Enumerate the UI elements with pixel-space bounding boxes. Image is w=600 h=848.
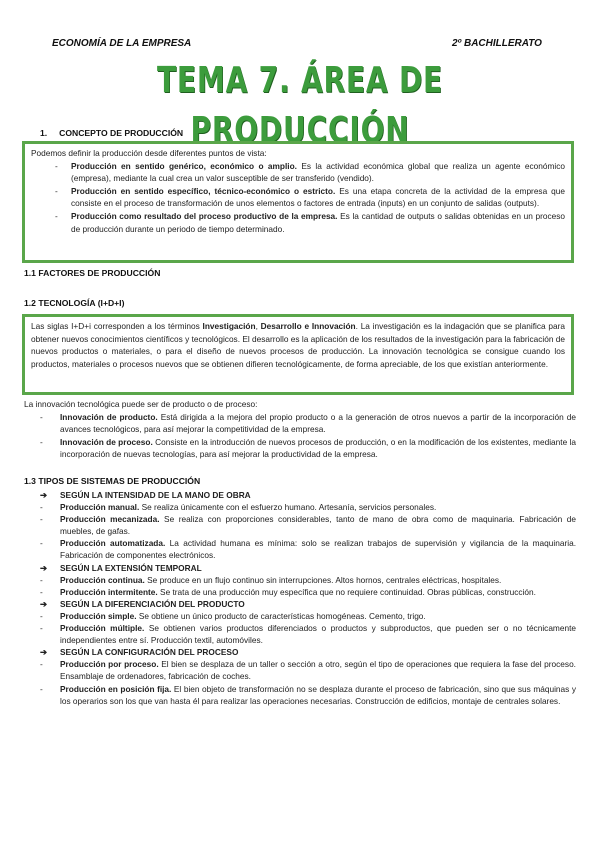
list-item-term: Producción automatizada.	[60, 538, 166, 549]
list-item	[31, 210, 565, 235]
technology-box	[22, 314, 574, 395]
arrow-icon: ➔	[40, 647, 47, 658]
technology-text	[31, 320, 565, 370]
list-item	[24, 574, 576, 586]
term-investigacion: Investigación	[202, 321, 256, 331]
list-item-term: Producción mecanizada.	[60, 514, 160, 525]
list-item	[24, 683, 576, 707]
page-title: TEMA 7. ÁREA DE PRODUCCIÓN	[156, 60, 443, 151]
concept-intro: Podemos definir la producción desde diferentes puntos de vista:	[31, 148, 267, 158]
list-item-text: El bien se desplaza de un taller o sección a otro, según el tipo de operaciones que requiera la fase del proceso. Ensamblaje de ordenadores, fabricación de coches.	[60, 659, 576, 682]
list-item-term: Producción múltiple.	[60, 623, 145, 634]
list-item-term: Innovación de producto.	[60, 411, 158, 422]
list-item-term: Producción en posición fija.	[60, 683, 172, 694]
list-item-text: El bien objeto de transformación no se desplaza durante el proceso de fabricación, sino que sus máquinas y los operarios son los que van hasta él para realizar las operaciones necesarias. Construcción de edificios, montaje de centrales solares.	[60, 683, 576, 706]
section-1-heading	[40, 128, 183, 138]
list-item-text: Está dirigida a la mejora del propio producto o a la generación de otros nuevos a partir de la incorporación de avances tecnológicos, para así mejorar la competitividad de la empresa.	[60, 411, 576, 435]
list-item	[24, 622, 576, 646]
list-item	[24, 537, 576, 561]
group-title: SEGÚN LA EXTENSIÓN TEMPORAL	[60, 562, 202, 573]
arrow-icon: ➔	[40, 598, 47, 609]
list-item	[24, 658, 576, 682]
section-1-1-heading: 1.1 FACTORES DE PRODUCCIÓN	[24, 268, 161, 278]
innovation-list	[24, 411, 576, 461]
group-list-differentiation	[24, 610, 576, 646]
list-item	[24, 436, 576, 461]
list-item-text: Se obtiene un único producto de características homogéneas. Cemento, trigo.	[136, 610, 426, 621]
text-span: ,	[255, 321, 261, 331]
group-heading-temporal	[24, 562, 576, 574]
text-span: . La investigación es la indagación que se planifica para obtener nuevos conocimientos científicos y tecnológicos. El desarrollo es la aplicación de los resultados de la investigación para la fabricación de nuevos productos o materiales, o para el diseño de nuevos procesos de producción. La innovación tecnológica se consigue cuando los productos, materiales o procesos nuevos que se obtienen difieren tecnológicamente, de forma apreciable, de los que existían anteriormente.	[31, 321, 565, 369]
list-item-term: Producción en sentido genérico, económico o amplio.	[71, 160, 297, 171]
group-list-labor	[24, 501, 576, 561]
list-item-term: Producción simple.	[60, 610, 137, 621]
concept-list	[31, 160, 565, 236]
list-item-text: Se obtienen varios productos diferenciados o productos y subproductos, que pueden ser o no técnicamente independientes entre sí. Producción textil, automóviles.	[60, 623, 576, 646]
list-item-term: Producción en sentido específico, técnico-económico o estricto.	[71, 185, 336, 196]
list-item-term: Producción por proceso.	[60, 659, 159, 670]
list-item-text: Se trata de una producción muy específica que no requiere continuidad. Obras públicas, construcción.	[157, 586, 536, 597]
innovation-section	[24, 398, 576, 461]
section-1-number: 1.	[40, 128, 48, 138]
header-course: 2º BACHILLERATO	[452, 38, 542, 49]
list-item-term: Producción continua.	[60, 574, 145, 585]
header-subject: ECONOMÍA DE LA EMPRESA	[52, 38, 192, 49]
arrow-icon: ➔	[40, 490, 47, 500]
group-heading-differentiation	[24, 598, 576, 610]
list-item	[24, 513, 576, 537]
group-list-temporal	[24, 574, 576, 598]
list-item-text: Es la actividad económica global que realiza un agente económico (empresa), mediante la cual crea un valor susceptible de ser transferido (vendido).	[71, 160, 566, 184]
section-1-2-heading: 1.2 TECNOLOGÍA (I+D+I)	[24, 298, 125, 308]
term-desarrollo-innovacion: Desarrollo e Innovación	[260, 321, 356, 331]
group-title: SEGÚN LA DIFERENCIACIÓN DEL PRODUCTO	[60, 598, 245, 609]
list-item-text: Se realiza únicamente con el esfuerzo humano. Artesanía, servicios personales.	[139, 502, 437, 513]
concept-box	[22, 141, 574, 263]
list-item-term: Producción intermitente.	[60, 586, 158, 597]
list-item	[24, 411, 576, 436]
section-1-3-heading: 1.3 TIPOS DE SISTEMAS DE PRODUCCIÓN	[24, 476, 201, 486]
list-item	[31, 160, 565, 185]
group-title: SEGÚN LA CONFIGURACIÓN DEL PROCESO	[60, 647, 239, 658]
list-item	[24, 610, 576, 622]
arrow-icon: ➔	[40, 562, 47, 573]
group-heading-configuration	[24, 646, 576, 658]
list-item-text: Es una etapa concreta de la actividad de la empresa que consiste en el proceso de transformación de unos elementos o factores de entrada (inputs) en un conjunto de salidas (outputs).	[71, 185, 565, 209]
group-heading-labor	[24, 489, 576, 501]
section-1-title: CONCEPTO DE PRODUCCIÓN	[59, 128, 184, 138]
list-item-text: Se realiza con proporciones considerables, tanto de mano de obra como de maquinaria. Fabricación de muebles, de gafas.	[60, 514, 577, 537]
list-item-text: Consiste en la introducción de nuevos procesos de producción, o en la modificación de los existentes, mediante la incorporación de nuevas tecnologías, para así mejorar la productividad de la empresa.	[60, 436, 576, 460]
text-span: Las siglas I+D+i corresponden a los términos	[31, 321, 203, 331]
list-item-term: Innovación de proceso.	[60, 436, 153, 447]
group-list-configuration	[24, 658, 576, 706]
list-item	[24, 586, 576, 598]
list-item	[31, 185, 565, 210]
list-item-text: Es la cantidad de outputs o salidas obtenidas en un proceso de producción durante un periodo de tiempo determinado.	[71, 210, 565, 234]
production-types	[24, 489, 576, 707]
group-title: SEGÚN LA INTENSIDAD DE LA MANO DE OBRA	[60, 490, 251, 500]
innovation-intro: La innovación tecnológica puede ser de producto o de proceso:	[24, 399, 258, 409]
list-item-term: Producción manual.	[60, 502, 140, 513]
list-item-term: Producción como resultado del proceso productivo de la empresa.	[71, 210, 338, 221]
list-item	[24, 501, 576, 513]
list-item-text: Se produce en un flujo continuo sin interrupciones. Altos hornos, centrales eléctricas, hospitales.	[144, 574, 502, 585]
list-item-text: La actividad humana es mínima: solo se realizan trabajos de supervisión y vigilancia de la maquinaria. Fabricación de componentes electrónicos.	[60, 538, 577, 561]
